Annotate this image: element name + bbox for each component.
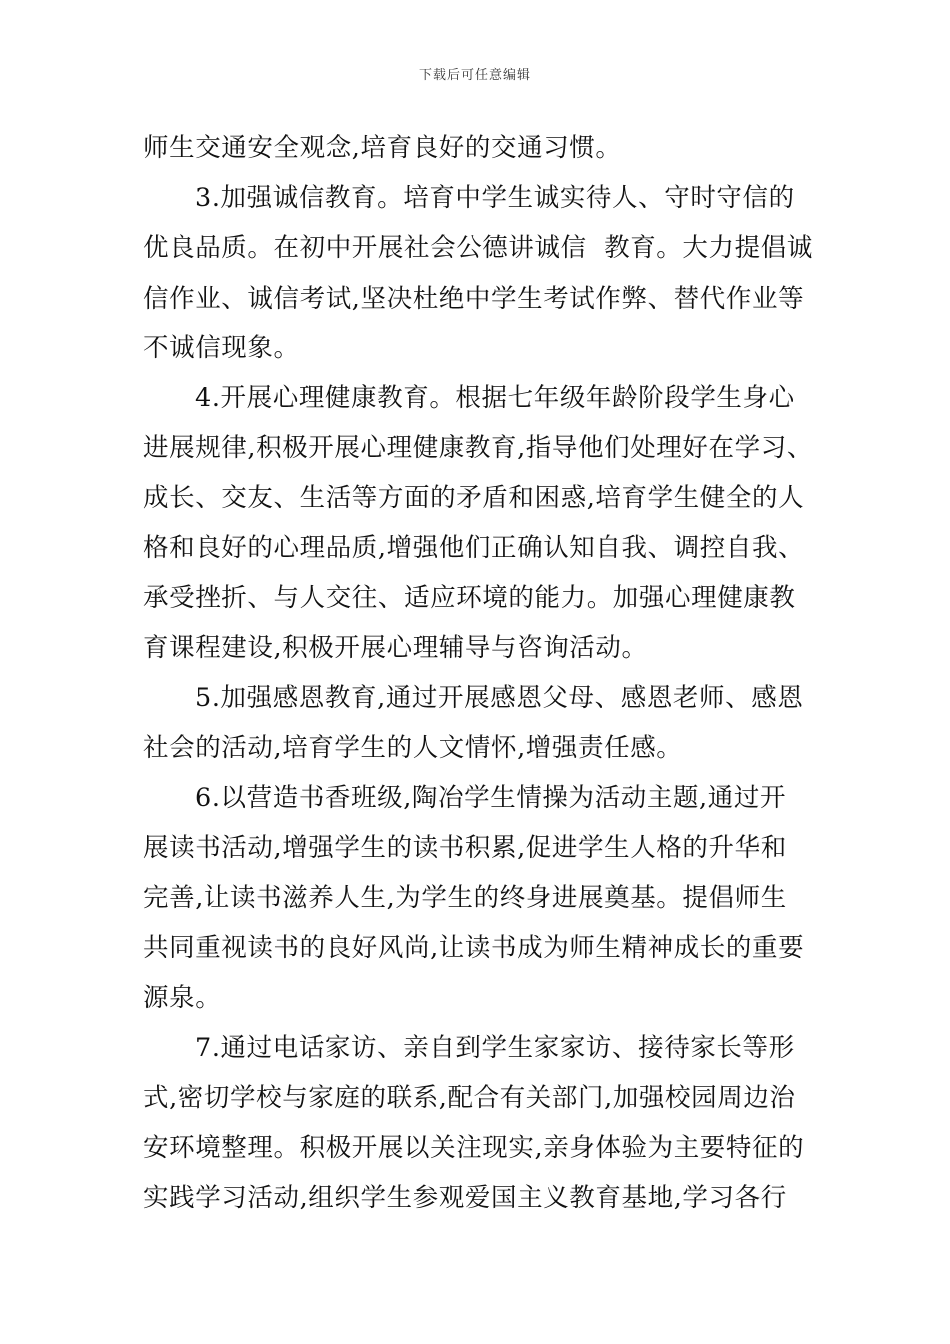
text-line: 4.开展心理健康教育。根据七年级年龄阶段学生身心 <box>195 383 795 413</box>
text-line: 承受挫折、与人交往、适应环境的能力。加强心理健康教 <box>143 583 796 613</box>
text-line: 5.加强感恩教育,通过开展感恩父母、感恩老师、感恩 <box>195 683 804 713</box>
text-line: 7.通过电话家访、亲自到学生家家访、接待家长等形 <box>195 1033 795 1063</box>
text-line: 格和良好的心理品质,增强他们正确认知自我、调控自我、 <box>143 533 805 563</box>
page-header: 下载后可任意编辑 <box>418 68 531 83</box>
text-line: 共同重视读书的良好风尚,让读书成为师生精神成长的重要 <box>143 933 805 963</box>
text-line: 6.以营造书香班级,陶冶学生情操为活动主题,通过开 <box>195 783 787 813</box>
text-line: 师生交通安全观念,培育良好的交通习惯。 <box>143 133 622 163</box>
text-line: 优良品质。在初中开展社会公德讲诚信 教育。大力提倡诚 <box>143 233 813 263</box>
text-line: 源泉。 <box>143 983 222 1013</box>
text-line: 进展规律,积极开展心理健康教育,指导他们处理好在学习、 <box>143 433 813 463</box>
text-line: 社会的活动,培育学生的人文情怀,增强责任感。 <box>143 733 683 763</box>
text-line: 展读书活动,增强学生的读书积累,促进学生人格的升华和 <box>143 833 787 863</box>
text-line: 3.加强诚信教育。培育中学生诚实待人、守时守信的 <box>195 183 795 213</box>
text-line: 实践学习活动,组织学生参观爱国主义教育基地,学习各行 <box>143 1183 787 1213</box>
text-line: 不诚信现象。 <box>143 333 300 363</box>
text-line: 完善,让读书滋养人生,为学生的终身进展奠基。提倡师生 <box>143 883 787 913</box>
text-line: 式,密切学校与家庭的联系,配合有关部门,加强校园周边治 <box>143 1083 796 1113</box>
text-line: 信作业、诚信考试,坚决杜绝中学生考试作弊、替代作业等 <box>143 284 805 314</box>
text-line: 成长、交友、生活等方面的矛盾和困惑,培育学生健全的人 <box>143 483 805 513</box>
text-line: 育课程建设,积极开展心理辅导与咨询活动。 <box>143 633 648 663</box>
text-line: 安环境整理。积极开展以关注现实,亲身体验为主要特征的 <box>143 1133 805 1163</box>
